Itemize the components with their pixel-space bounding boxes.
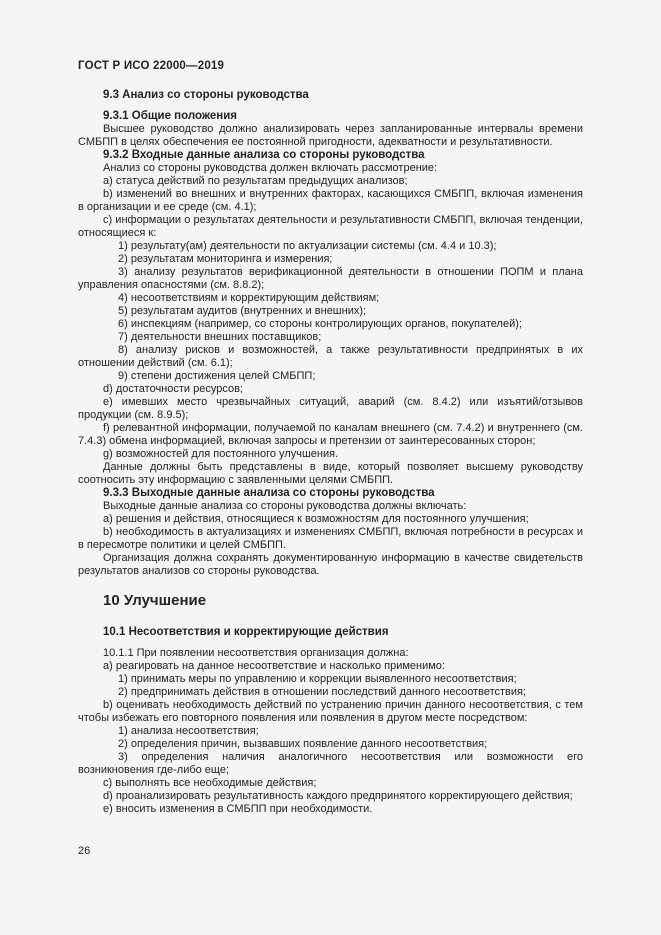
list-item: a) решения и действия, относящиеся к возможностям для постоянного улучшения; — [103, 513, 529, 525]
sublist-item: 2) предпринимать действия в отношении последствий данного несоответствия; — [118, 686, 527, 698]
list-item: g) возможностей для постоянного улучшения. — [103, 448, 339, 460]
paragraph: Организация должна сохранять документированную информацию в качестве свидетельств результатов анализов со стороны руководства. — [78, 552, 583, 577]
list-item: d) проанализировать результативность каждого предпринятого корректирующего действия; — [103, 790, 573, 802]
sublist-item: 1) результату(ам) деятельности по актуализации системы (см. 4.4 и 10.3); — [118, 240, 497, 252]
sublist-item: 4) несоответствиям и корректирующим действиям; — [118, 292, 380, 304]
list-item: b) оценивать необходимость действий по устранению причин данного несоответствия, с тем чтобы избежать его повторного появления или появления в другом месте посредством: — [78, 699, 583, 724]
sublist-item: 2) результатам мониторинга и измерения; — [118, 253, 333, 265]
paragraph: 10.1.1 При появлении несоответствия организация должна: — [103, 647, 409, 659]
section-heading: 10.1 Несоответствия и корректирующие действия — [103, 626, 389, 638]
sublist-item: 2) определения причин, вызвавших появление данного несоответствия; — [118, 738, 488, 750]
subsection-heading: 9.3.2 Входные данные анализа со стороны руководства — [103, 149, 425, 161]
document-body — [78, 89, 583, 816]
sublist-item: 5) результатам аудитов (внутренних и внешних); — [118, 305, 367, 317]
running-header: ГОСТ Р ИСО 22000—2019 — [78, 60, 225, 72]
sublist-item: 3) анализу результатов верификационной деятельности в отношении ПОПМ и плана управления опасностями (см. 8.8.2); — [78, 266, 583, 291]
list-item: b) изменений во внешних и внутренних факторах, касающихся СМБПП, включая изменения в организации и ее среде (см. 4.1); — [78, 188, 583, 213]
section-heading: 9.3 Анализ со стороны руководства — [103, 89, 309, 101]
list-item: c) выполнять все необходимые действия; — [103, 777, 317, 789]
list-item: a) реагировать на данное несоответствие и насколько применимо: — [103, 660, 445, 672]
sublist-item: 9) степени достижения целей СМБПП; — [118, 370, 316, 382]
sublist-item: 3) определения наличия аналогичного несоответствия или возможности его возникновения где-либо еще; — [78, 751, 583, 776]
list-item: a) статуса действий по результатам предыдущих анализов; — [103, 175, 408, 187]
paragraph: Выходные данные анализа со стороны руководства должны включать: — [103, 500, 467, 512]
paragraph: Анализ со стороны руководства должен включать рассмотрение: — [103, 162, 438, 174]
sublist-item: 1) принимать меры по управлению и коррекции выявленного несоответствия; — [118, 673, 517, 685]
subsection-heading: 9.3.3 Выходные данные анализа со стороны руководства — [103, 487, 435, 499]
list-item: c) информации о результатах деятельности и результативности СМБПП, включая тенденции, относящиеся к: — [78, 214, 583, 239]
list-item: e) вносить изменения в СМБПП при необходимости. — [103, 803, 373, 815]
sublist-item: 7) деятельности внешних поставщиков; — [118, 331, 322, 343]
list-item: f) релевантной информации, получаемой по каналам внешнего (см. 7.4.2) и внутреннего (см. 7.4.3) обмена информацией, включая запросы и претензии от заинтересованных сторон; — [78, 422, 583, 447]
list-item: b) необходимость в актуализациях и изменениях СМБПП, включая потребности в ресурсах и в пересмотре политики и целей СМБПП. — [78, 526, 583, 551]
chapter-heading: 10 Улучшение — [103, 592, 207, 609]
sublist-item: 1) анализа несоответствия; — [118, 725, 259, 737]
list-item: e) имевших место чрезвычайных ситуаций, аварий (см. 8.4.2) или изъятий/отзывов продукции (см. 8.9.5); — [78, 396, 583, 421]
subsection-heading: 9.3.1 Общие положения — [103, 110, 238, 122]
sublist-item: 8) анализу рисков и возможностей, а также результативности предпринятых в их отношении действий (см. 6.1); — [78, 344, 583, 369]
paragraph: Данные должны быть представлены в виде, который позволяет высшему руководству соотносить эту информацию с заявленными целями СМБПП. — [78, 461, 583, 486]
sublist-item: 6) инспекциям (например, со стороны контролирующих органов, покупателей); — [118, 318, 522, 330]
list-item: d) достаточности ресурсов; — [103, 383, 243, 395]
paragraph: Высшее руководство должно анализировать через запланированные интервалы времени СМБПП в целях обеспечения ее постоянной пригодности, адекватности и результативности. — [78, 123, 583, 148]
page-number: 26 — [78, 845, 91, 857]
